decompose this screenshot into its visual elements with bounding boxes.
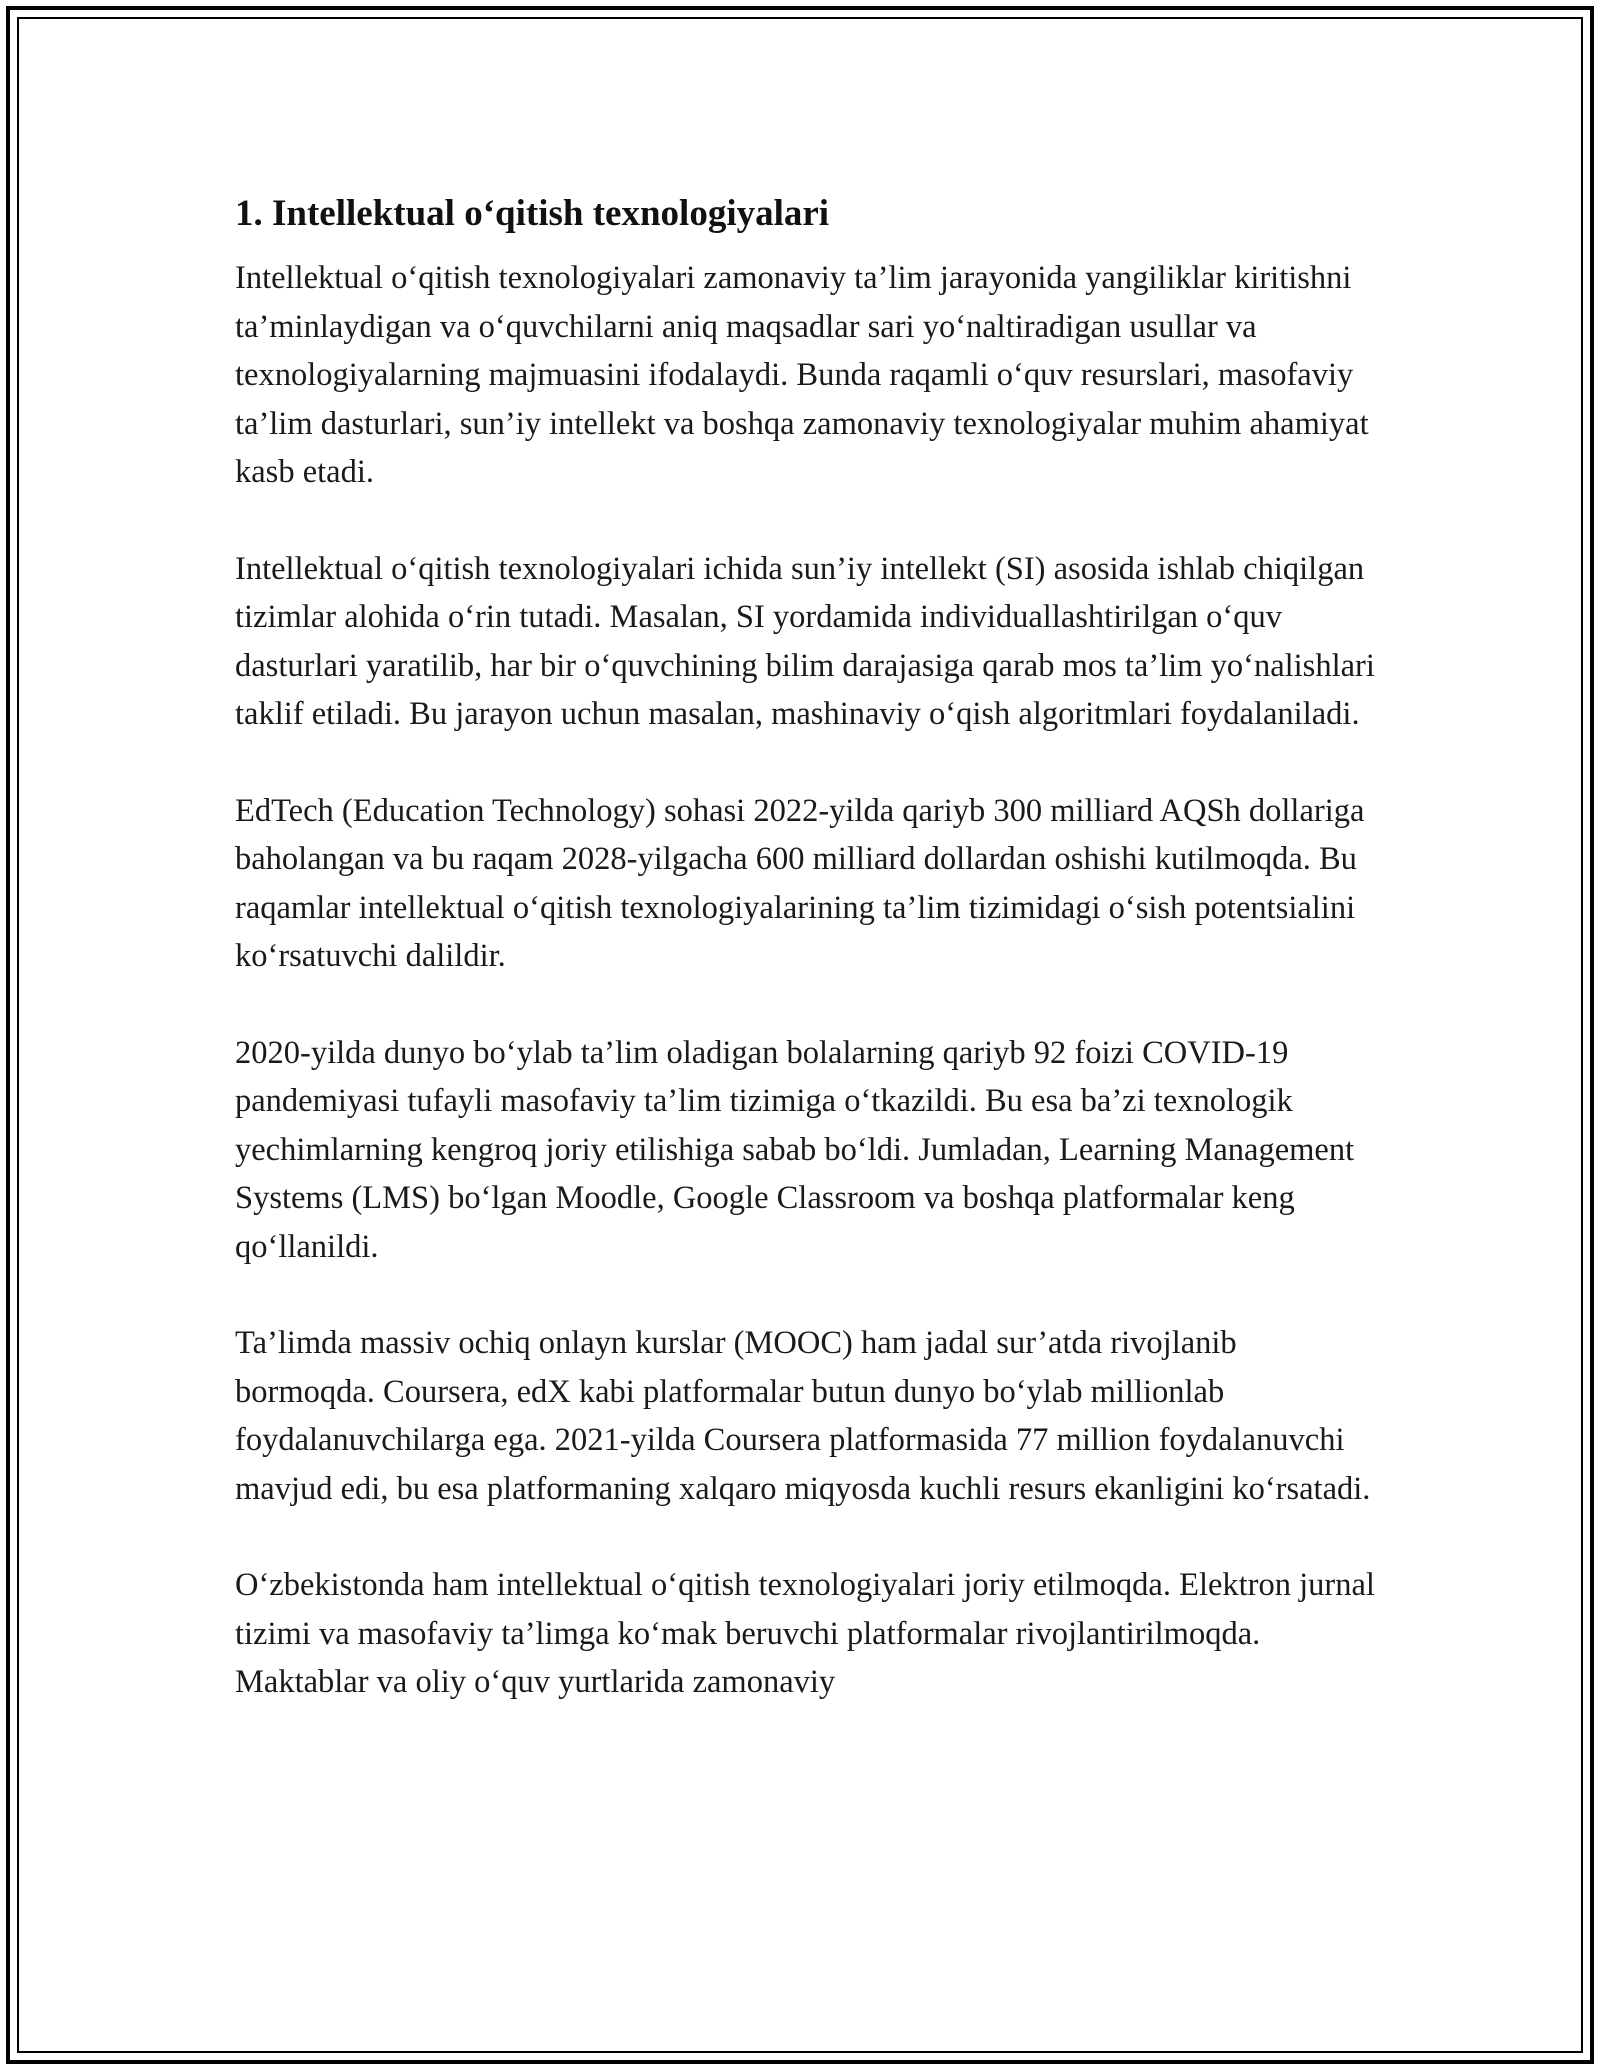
section-heading: 1. Intellektual o‘qitish texnologiyalari xyxy=(235,193,830,234)
paragraph-mooc: Ta’limda massiv ochiq onlayn kurslar (MOOC) ham jadal sur’atda rivojlanib bormoqda. Coursera, edX kabi platformalar butun dunyo bo‘ylab millionlab foydalanuvchilarga ega. 2021-yilda Coursera platformasida 77 million foydalanuvchi mavjud edi, bu esa platformaning xalqaro miqyosda kuchli resurs ekanligini ko‘rsatadi. xyxy=(235,1325,1371,1507)
paragraph-edtech-market: EdTech (Education Technology) sohasi 2022-yilda qariyb 300 milliard AQSh dollariga baholangan va bu raqam 2028-yilgacha 600 milliard dollardan oshishi kutilmoqda. Bu raqamlar intellektual o‘qitish texnologiyalarining ta’lim tizimidagi o‘sish potentsialini ko‘rsatuvchi dalildir. xyxy=(235,792,1365,974)
paragraph-covid-remote-learning: 2020-yilda dunyo bo‘ylab ta’lim oladigan bolalarning qariyb 92 foizi COVID-19 pandemiyasi tufayli masofaviy ta’lim tizimiga o‘tkazildi. Bu esa ba’zi texnologik yechimlarning kengroq joriy etilishiga sabab bo‘ldi. Jumladan, Learning Management Systems (LMS) bo‘lgan Moodle, Google Classroom va boshqa platformalar keng qo‘llanildi. xyxy=(235,1034,1355,1265)
document-body xyxy=(235,188,1380,1707)
paragraph-ai-systems: Intellektual o‘qitish texnologiyalari ichida sun’iy intellekt (SI) asosida ishlab chiqilgan tizimlar alohida o‘rin tutadi. Masalan, SI yordamida individuallashtirilgan o‘quv dasturlari yaratilib, har bir o‘quvchining bilim darajasiga qarab mos ta’lim yo‘nalishlari taklif etiladi. Bu jarayon uchun masalan, mashinaviy o‘qish algoritmlari foydalaniladi. xyxy=(235,550,1375,732)
paragraph-intro: Intellektual o‘qitish texnologiyalari zamonaviy ta’lim jarayonida yangiliklar kiritishni ta’minlaydigan va o‘quvchilarni aniq maqsadlar sari yo‘naltiradigan usullar va texnologiyalarning majmuasini ifodalaydi. Bunda raqamli o‘quv resurslari, masofaviy ta’lim dasturlari, sun’iy intellekt va boshqa zamonaviy texnologiyalar muhim ahamiyat kasb etadi. xyxy=(235,260,1369,490)
paragraph-uzbekistan: O‘zbekistonda ham intellektual o‘qitish texnologiyalari joriy etilmoqda. Elektron jurnal tizimi va masofaviy ta’limga ko‘mak beruvchi platformalar rivojlantirilmoqda. Maktablar va oliy o‘quv yurtlarida zamonaviy xyxy=(235,1567,1375,1700)
